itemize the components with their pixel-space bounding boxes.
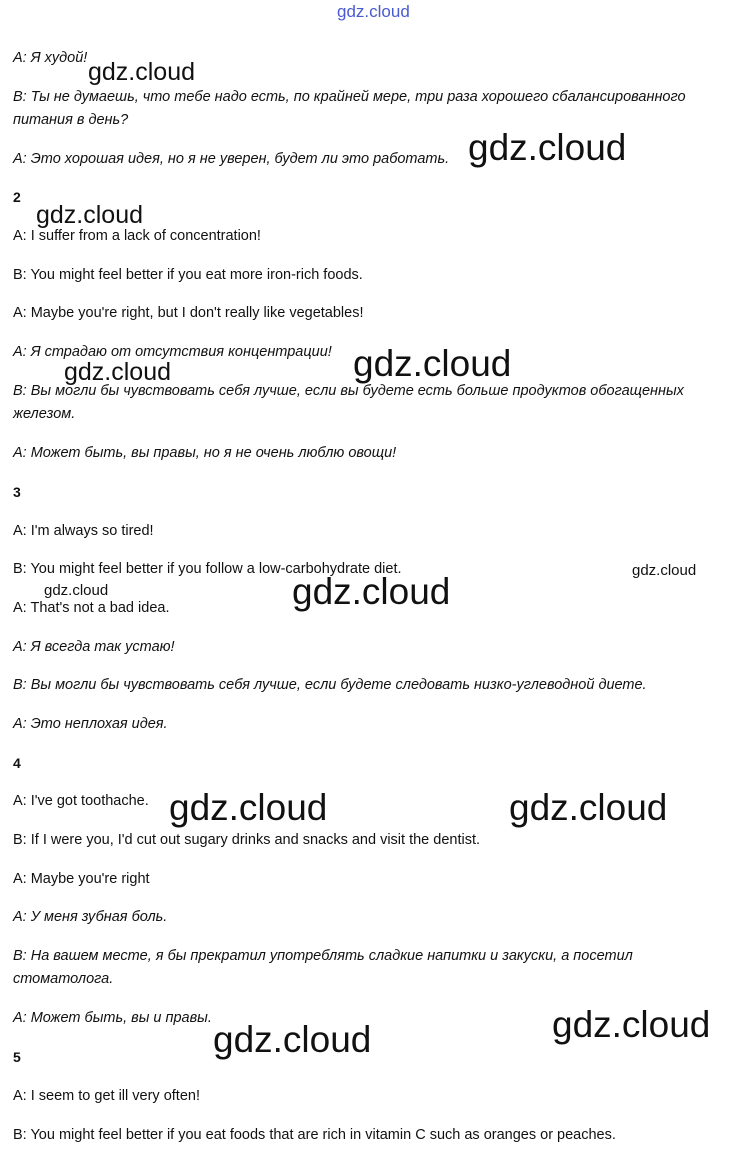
dialogue-line: A: Я страдаю от отсутствия концентрации! (13, 344, 332, 360)
dialogue-line: A: Может быть, вы и правы. (13, 1010, 212, 1026)
watermark: gdz.cloud (88, 58, 196, 86)
dialogue-line: A: That's not a bad idea. (13, 600, 170, 616)
dialogue-line: A: Я всегда так устаю! (13, 639, 175, 655)
dialogue-line: B: You might feel better if you eat foods that are rich in vitamin C such as oranges or peaches. (13, 1127, 616, 1143)
section-number: 2 (13, 189, 21, 205)
watermark: gdz.cloud (213, 1019, 372, 1060)
watermark: gdz.cloud (353, 343, 512, 384)
watermark: gdz.cloud (552, 1004, 711, 1045)
watermark: gdz.cloud (632, 562, 697, 579)
watermark: gdz.cloud (292, 571, 451, 612)
watermark: gdz.cloud (36, 201, 144, 229)
watermark: gdz.cloud (509, 787, 668, 828)
dialogue-line: A: Maybe you're right (13, 871, 150, 887)
dialogue-line: B: На вашем месте, я бы прекратил употреблять сладкие напитки и закуски, а посетил (13, 948, 633, 964)
watermark: gdz.cloud (468, 127, 627, 168)
dialogue-line: B: Вы могли бы чувствовать себя лучше, если вы будете есть больше продуктов обогащенных (13, 383, 684, 399)
dialogue-line: A: I'm always so tired! (13, 523, 154, 539)
dialogue-line: A: I seem to get ill very often! (13, 1088, 200, 1104)
dialogue-line: B: If I were you, I'd cut out sugary drinks and snacks and visit the dentist. (13, 832, 481, 848)
dialogue-line: A: Я худой! (13, 50, 88, 66)
dialogue-line: A: Maybe you're right, but I don't really like vegetables! (13, 305, 364, 321)
dialogue-line: A: У меня зубная боль. (13, 909, 168, 925)
dialogue-line: A: Это хорошая идея, но я не уверен, будет ли это работать. (13, 151, 450, 167)
dialogue-line: стоматолога. (13, 971, 114, 987)
watermark: gdz.cloud (64, 358, 172, 386)
watermark: gdz.cloud (44, 582, 109, 599)
dialogue-line: B: Ты не думаешь, что тебе надо есть, по крайней мере, три раза хорошего сбалансированного (13, 89, 686, 105)
dialogue-line: питания в день? (13, 112, 129, 128)
dialogue-line: A: Может быть, вы правы, но я не очень люблю овощи! (13, 445, 397, 461)
dialogue-line: B: You might feel better if you follow a low-carbohydrate diet. (13, 561, 402, 577)
dialogue-line: B: You might feel better if you eat more iron-rich foods. (13, 267, 363, 283)
watermark: gdz.cloud (169, 787, 328, 828)
dialogue-line: A: I've got toothache. (13, 793, 149, 809)
dialogue-line: A: Это неплохая идея. (13, 716, 168, 732)
dialogue-line: B: Вы могли бы чувствовать себя лучше, если будете следовать низко-углеводной диете. (13, 677, 647, 693)
section-number: 4 (13, 755, 21, 771)
dialogue-line: железом. (13, 406, 76, 422)
section-number: 5 (13, 1049, 21, 1065)
dialogue-line: A: I suffer from a lack of concentration! (13, 228, 261, 244)
section-number: 3 (13, 484, 21, 500)
watermark: gdz.cloud (337, 2, 410, 21)
